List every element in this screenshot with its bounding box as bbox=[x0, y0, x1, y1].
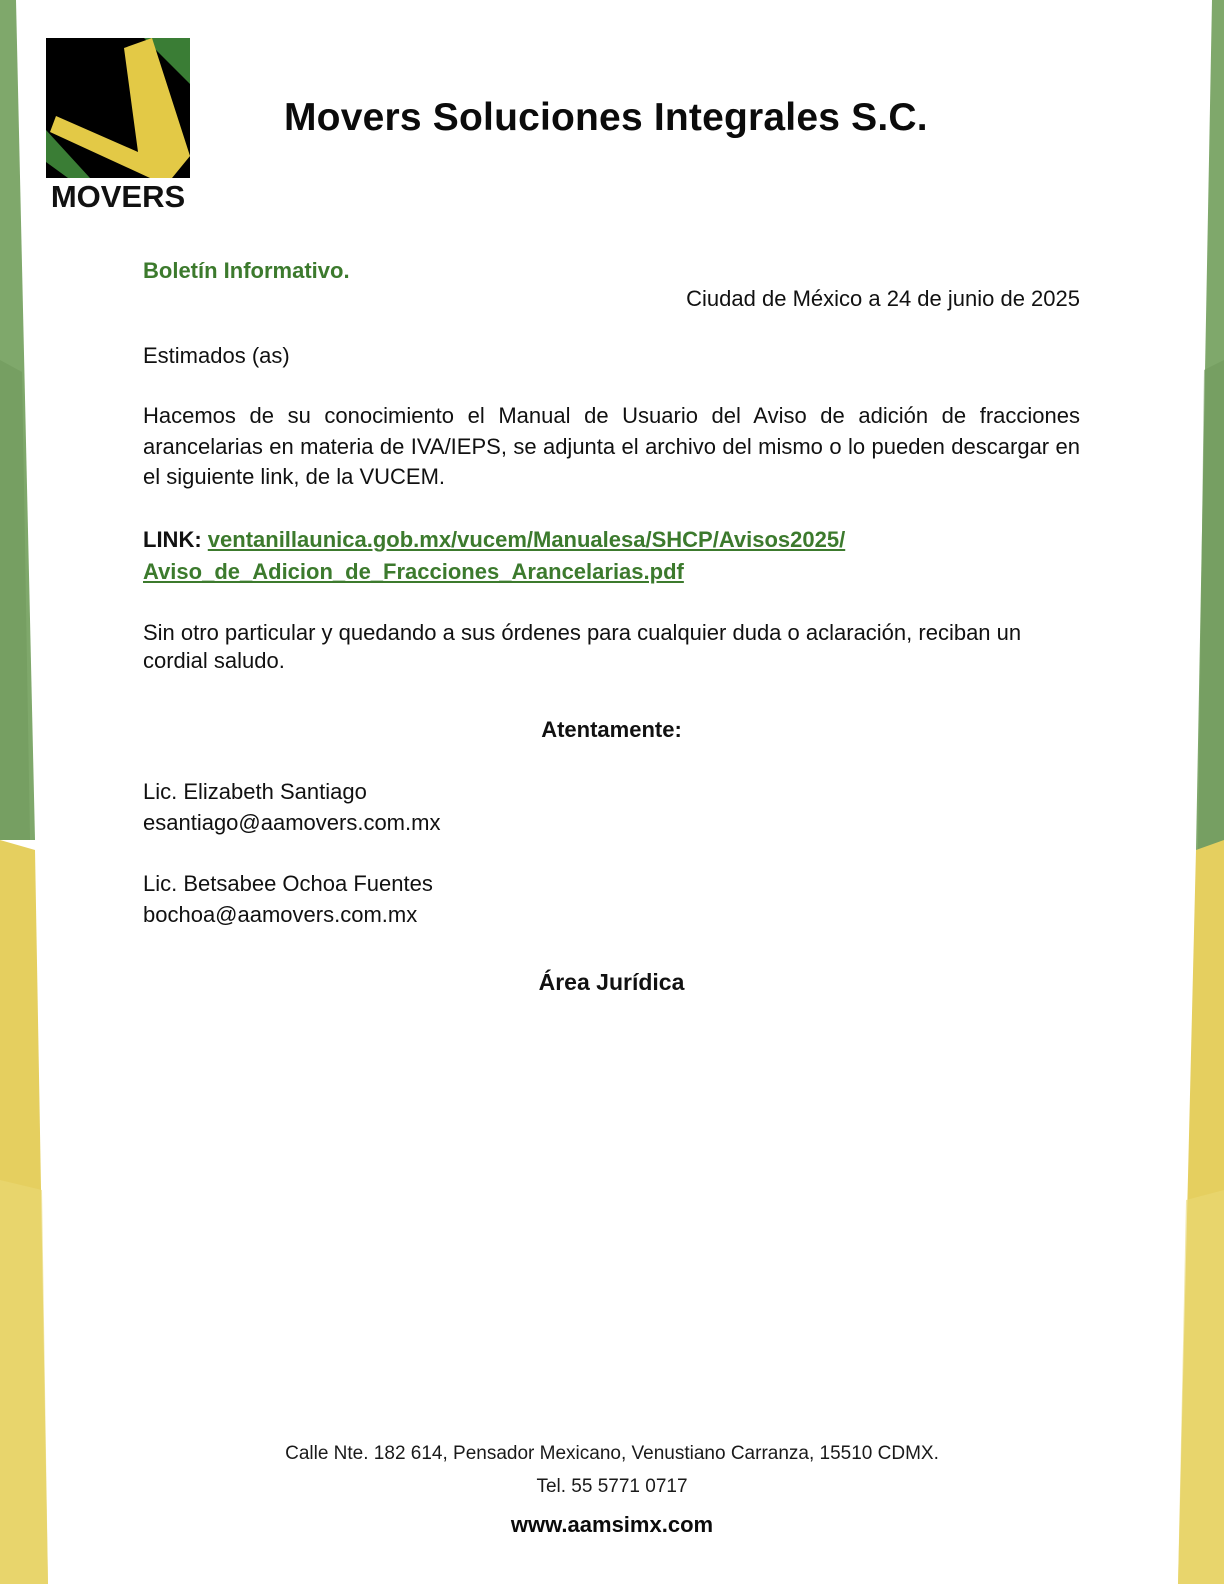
footer-website[interactable]: www.aamsimx.com bbox=[510, 1512, 714, 1537]
footer-phone: Tel. 55 5771 0717 bbox=[536, 1476, 688, 1497]
vucem-link-line1[interactable]: ventanillaunica.gob.mx/vucem/Manualesa/SHCP/Avisos2025/ bbox=[207, 527, 846, 552]
signatory-email[interactable]: bochoa@aamovers.com.mx bbox=[143, 901, 418, 927]
letter-date: Ciudad de México a 24 de junio de 2025 bbox=[686, 286, 1080, 311]
right-decorative-band bbox=[1164, 0, 1224, 1584]
signatory-email[interactable]: esantiago@aamovers.com.mx bbox=[143, 809, 441, 835]
signatory-2 bbox=[143, 869, 1080, 930]
signatory-1 bbox=[143, 777, 1080, 838]
left-decorative-band bbox=[0, 0, 60, 1584]
signatory-name: Lic. Betsabee Ochoa Fuentes bbox=[143, 871, 433, 896]
signoff: Atentamente: bbox=[541, 717, 682, 742]
link-label: LINK: bbox=[143, 527, 202, 552]
company-name: Movers Soluciones Integrales S.C. bbox=[284, 96, 928, 139]
body-paragraph: Hacemos de su conocimiento el Manual de Usuario del Aviso de adición de fracciones arancelarias en materia de IVA/IEPS, se adjunta el archivo del mismo o lo pueden descargar en el siguiente link, de la VUCEM. bbox=[143, 403, 1080, 489]
footer-address: Calle Nte. 182 614, Pensador Mexicano, Venustiano Carranza, 15510 CDMX. bbox=[285, 1443, 939, 1464]
department-name: Área Jurídica bbox=[538, 969, 685, 995]
bulletin-title: Boletín Informativo. bbox=[143, 258, 350, 283]
closing-paragraph: Sin otro particular y quedando a sus órdenes para cualquier duda o aclaración, reciban un cordial saludo. bbox=[143, 620, 1022, 673]
vucem-link-line2[interactable]: Aviso_de_Adicion_de_Fracciones_Arancelarias.pdf bbox=[143, 559, 684, 584]
logo-wordmark: MOVERS bbox=[50, 179, 186, 210]
movers-logo bbox=[46, 38, 190, 210]
signatory-name: Lic. Elizabeth Santiago bbox=[143, 779, 367, 804]
greeting: Estimados (as) bbox=[143, 343, 290, 368]
link-block bbox=[143, 524, 1080, 588]
